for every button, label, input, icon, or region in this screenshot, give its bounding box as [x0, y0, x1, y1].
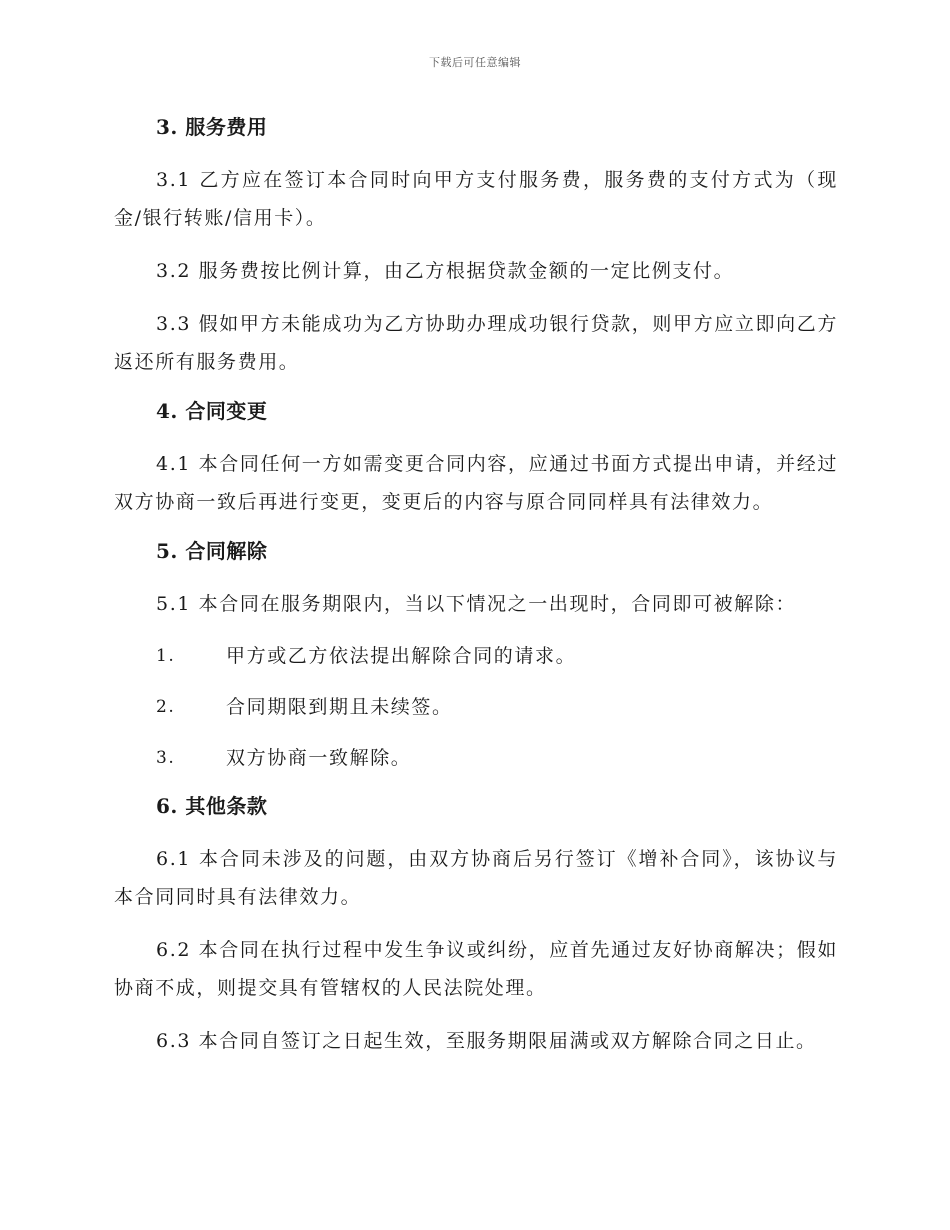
section-title-service-fee: 3. 服务费用 — [156, 115, 268, 139]
clause-3-1: 3.1 乙方应在签订本合同时向甲方支付服务费，服务费的支付方式为（现金/银行转账/信用卡）。 — [114, 169, 838, 229]
list-item-number: 1. — [156, 646, 176, 666]
clause-6-1: 6.1 本合同未涉及的问题，由双方协商后另行签订《增补合同》，该协议与本合同同时具有法律效力。 — [114, 848, 838, 908]
termination-condition-item — [156, 689, 838, 725]
page-header: 下载后可任意编辑 — [429, 56, 521, 69]
section-title-contract-termination: 5. 合同解除 — [156, 539, 268, 563]
list-item-text: 甲方或乙方依法提出解除合同的请求。 — [226, 645, 577, 667]
list-item-number: 2. — [156, 697, 176, 717]
clause-6-2: 6.2 本合同在执行过程中发生争议或纠纷，应首先通过友好协商解决；假如协商不成，则提交具有管辖权的人民法院处理。 — [114, 939, 838, 999]
termination-condition-item — [156, 638, 838, 674]
section-title-contract-change: 4. 合同变更 — [156, 399, 268, 423]
clause-6-3: 6.3 本合同自签订之日起生效，至服务期限届满或双方解除合同之日止。 — [156, 1030, 817, 1052]
document-body — [114, 112, 838, 1075]
list-item-text: 合同期限到期且未续签。 — [226, 696, 453, 718]
clause-5-1: 5.1 本合同在服务期限内，当以下情况之一出现时，合同即可被解除： — [156, 593, 797, 615]
clause-3-2: 3.2 服务费按比例计算，由乙方根据贷款金额的一定比例支付。 — [156, 260, 735, 282]
list-item-number: 3. — [156, 748, 176, 768]
list-item-text: 双方协商一致解除。 — [226, 747, 412, 769]
section-title-other-terms: 6. 其他条款 — [156, 794, 268, 818]
clause-4-1: 4.1 本合同任何一方如需变更合同内容，应通过书面方式提出申请，并经过双方协商一致后再进行变更，变更后的内容与原合同同样具有法律效力。 — [114, 453, 838, 513]
clause-3-3: 3.3 假如甲方未能成功为乙方协助办理成功银行贷款，则甲方应立即向乙方返还所有服务费用。 — [114, 313, 838, 373]
termination-condition-item — [156, 740, 838, 776]
